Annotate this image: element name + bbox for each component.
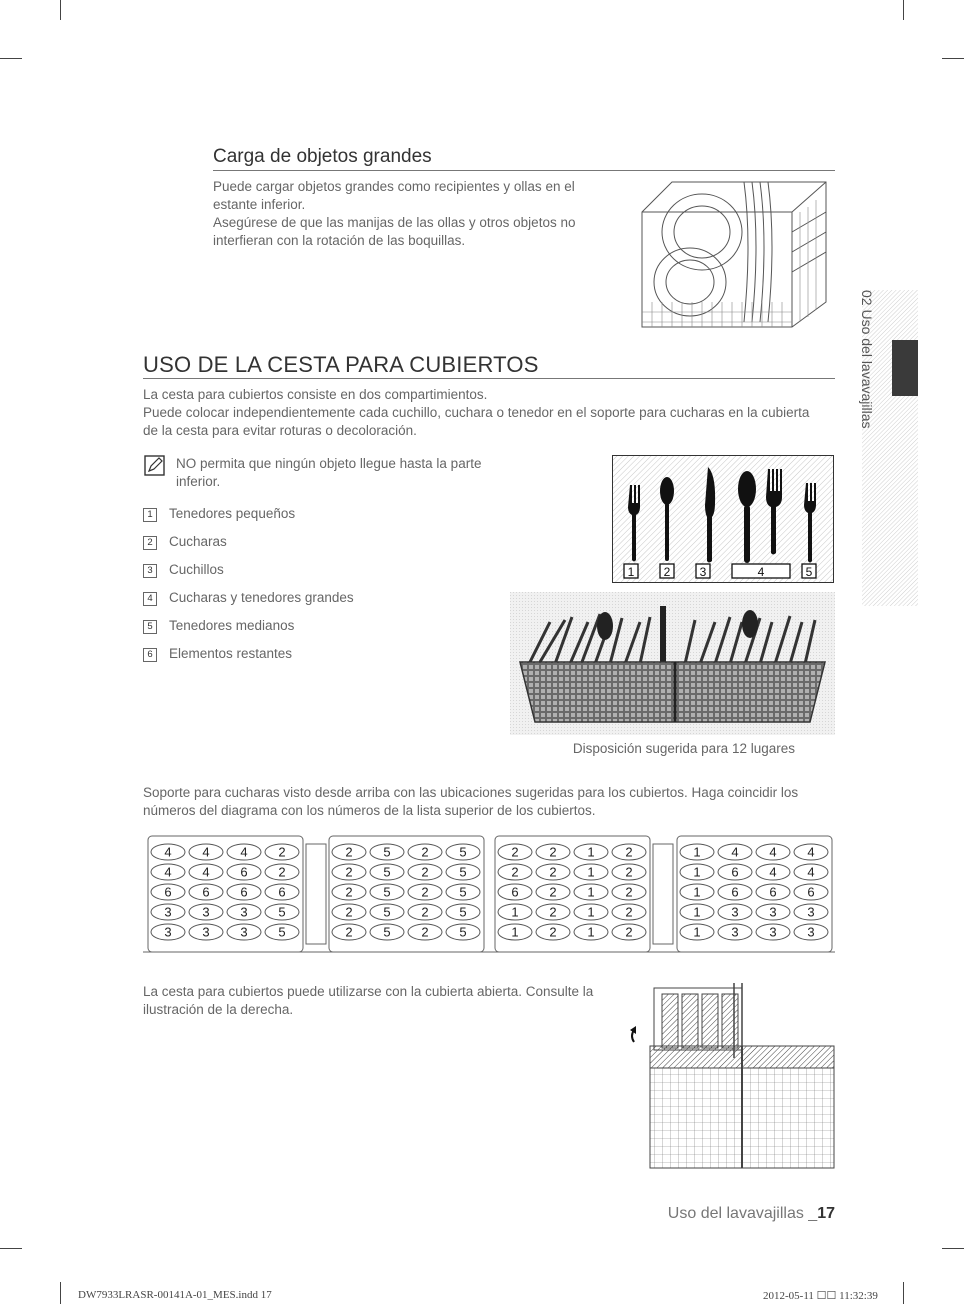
slot-number: 6 (731, 884, 739, 900)
slot-number: 6 (278, 884, 286, 900)
slot-number: 3 (202, 904, 210, 920)
slot-number: 1 (693, 864, 701, 880)
list-item (143, 618, 294, 634)
slot-number: 3 (731, 924, 739, 940)
photo-caption: Disposición sugerida para 12 lugares (572, 741, 795, 756)
slot-number: 1 (693, 844, 701, 860)
open-cover-text: La cesta para cubiertos puede utilizarse con la cubierta abierta. Consulte la ilustración de la derecha. (143, 984, 594, 1017)
crop-mark (60, 0, 61, 20)
slot-number: 2 (421, 924, 429, 940)
utensil-number-5: 5 (805, 565, 813, 579)
slot-number: 2 (345, 904, 353, 920)
note-pencil-icon (143, 454, 167, 478)
slot-number: 5 (459, 864, 467, 880)
slot-number: 5 (459, 844, 467, 860)
crop-mark (903, 0, 904, 20)
slot-number: 2 (625, 904, 633, 920)
crop-mark (942, 58, 964, 59)
list-item (143, 506, 295, 522)
slot-number: 4 (769, 864, 777, 880)
slot-number: 5 (278, 924, 286, 940)
cutlery-basket-photo (510, 592, 835, 735)
slot-number: 2 (549, 884, 557, 900)
slot-number: 3 (240, 924, 248, 940)
slot-number: 1 (511, 904, 519, 920)
slot-number: 1 (587, 844, 595, 860)
chapter-side-tab (859, 290, 918, 606)
slot-number: 2 (421, 884, 429, 900)
slot-number: 6 (769, 884, 777, 900)
list-item-label: Cucharas (169, 534, 227, 549)
slot-number: 4 (202, 844, 210, 860)
note-text: NO permita que ningún objeto llegue hasta la parte inferior. (176, 456, 482, 489)
crop-mark (942, 1248, 964, 1249)
slot-number: 5 (278, 904, 286, 920)
slot-number: 1 (587, 864, 595, 880)
list-item (143, 562, 224, 578)
paragraph: Puede cargar objetos grandes como recipientes y ollas en el estante inferior. (213, 179, 575, 212)
slot-number: 4 (731, 844, 739, 860)
slot-number: 5 (459, 924, 467, 940)
list-item-label: Elementos restantes (169, 646, 293, 661)
paragraph: Asegúrese de que las manijas de las ollas y otros objetos no interfieran con la rotación de las boquillas. (213, 215, 576, 248)
side-tab-label: 02 Uso del lavavajillas (859, 290, 875, 429)
crop-mark (0, 58, 22, 59)
slot-number: 3 (240, 904, 248, 920)
print-slug-right: 2012-05-11 ☐☐ 11:32:39 (763, 1290, 878, 1302)
slot-number: 2 (549, 864, 557, 880)
slot-number: 6 (240, 864, 248, 880)
slot-number: 1 (693, 904, 701, 920)
slot-number: 4 (769, 844, 777, 860)
list-item-label: Tenedores medianos (169, 618, 295, 633)
slot-number: 2 (345, 844, 353, 860)
number-badge: 6 (143, 648, 157, 662)
slot-number: 5 (459, 904, 467, 920)
slot-number: 2 (625, 844, 633, 860)
paragraph: Puede colocar independientemente cada cuchillo, cuchara o tenedor en el soporte para cucharas en la cubierta de la cesta para evitar roturas o decoloración. (143, 405, 810, 438)
number-badge: 1 (143, 508, 157, 522)
paragraph: La cesta para cubiertos consiste en dos compartimientos. (143, 387, 488, 402)
list-item (143, 646, 292, 662)
slot-number: 2 (345, 924, 353, 940)
slot-number: 3 (164, 924, 172, 940)
slot-number: 1 (587, 884, 595, 900)
section-title-large-items: Carga de objetos grandes (213, 146, 432, 167)
utensil-number-2: 2 (663, 565, 671, 579)
slot-number: 3 (807, 924, 815, 940)
spoon-holder-diagram (143, 830, 835, 960)
slot-number: 2 (345, 884, 353, 900)
slot-number: 3 (769, 904, 777, 920)
slot-number: 2 (511, 864, 519, 880)
slot-number: 4 (807, 864, 815, 880)
list-item (143, 534, 227, 550)
diagram-description: Soporte para cucharas visto desde arriba con las ubicaciones sugeridas para los cubiertos. Haga coincidir los números del diagrama con los números de la lista superior de los cubiertos. (143, 785, 799, 818)
page-number: 17 (817, 1205, 835, 1222)
slot-number: 6 (164, 884, 172, 900)
slot-number: 6 (807, 884, 815, 900)
print-slug-left: DW7933LRASR-00141A-01_MES.indd 17 (78, 1289, 272, 1301)
slot-number: 2 (511, 844, 519, 860)
slot-number: 5 (459, 884, 467, 900)
section-rule (143, 378, 835, 379)
slot-number: 3 (731, 904, 739, 920)
cutlery-basket-text (143, 386, 823, 440)
slot-number: 3 (164, 904, 172, 920)
utensil-number-4: 4 (757, 565, 765, 579)
slot-number: 2 (278, 864, 286, 880)
crop-mark (60, 1282, 61, 1304)
slot-number: 1 (587, 924, 595, 940)
utensils-panel (612, 455, 834, 583)
slot-number: 5 (383, 924, 391, 940)
slot-number: 1 (511, 924, 519, 940)
slot-number: 3 (769, 924, 777, 940)
slot-number: 2 (625, 924, 633, 940)
number-badge: 3 (143, 564, 157, 578)
number-badge: 4 (143, 592, 157, 606)
slot-number: 2 (625, 884, 633, 900)
list-item-label: Tenedores pequeños (169, 506, 296, 521)
page-footer (600, 1205, 835, 1223)
list-item-label: Cucharas y tenedores grandes (169, 590, 354, 605)
slot-number: 2 (549, 904, 557, 920)
number-badge: 2 (143, 536, 157, 550)
utensil-number-3: 3 (699, 565, 707, 579)
slot-number: 6 (202, 884, 210, 900)
slot-number: 6 (511, 884, 519, 900)
slot-number: 6 (240, 884, 248, 900)
slot-number: 4 (240, 844, 248, 860)
slot-number: 2 (421, 844, 429, 860)
slot-number: 4 (164, 844, 172, 860)
slot-number: 1 (693, 884, 701, 900)
slot-number: 5 (383, 844, 391, 860)
slot-number: 2 (345, 864, 353, 880)
basket-open-cover-illustration (622, 978, 836, 1172)
footer-label: Uso del lavavajillas _ (667, 1205, 818, 1222)
slot-number: 1 (693, 924, 701, 940)
lower-rack-illustration (632, 172, 836, 334)
slot-number: 5 (383, 864, 391, 880)
slot-number: 5 (383, 904, 391, 920)
section-rule (213, 170, 835, 171)
section-title-cutlery-basket: USO DE LA CESTA PARA CUBIERTOS (143, 352, 539, 377)
slot-number: 4 (202, 864, 210, 880)
slot-number: 2 (421, 864, 429, 880)
number-badge: 5 (143, 620, 157, 634)
slot-number: 5 (383, 884, 391, 900)
slot-number: 2 (421, 904, 429, 920)
utensil-number-1: 1 (627, 565, 635, 579)
slot-number: 3 (807, 904, 815, 920)
list-item (143, 590, 354, 606)
slot-number: 1 (587, 904, 595, 920)
slot-number: 2 (549, 924, 557, 940)
slot-number: 6 (731, 864, 739, 880)
slot-number: 2 (549, 844, 557, 860)
slot-number: 3 (202, 924, 210, 940)
list-item-label: Cuchillos (169, 562, 224, 577)
slot-number: 2 (625, 864, 633, 880)
crop-mark (0, 1248, 22, 1249)
slot-number: 2 (278, 844, 286, 860)
large-items-text (213, 178, 613, 250)
slot-number: 4 (164, 864, 172, 880)
crop-mark (903, 1282, 904, 1304)
slot-number: 4 (807, 844, 815, 860)
